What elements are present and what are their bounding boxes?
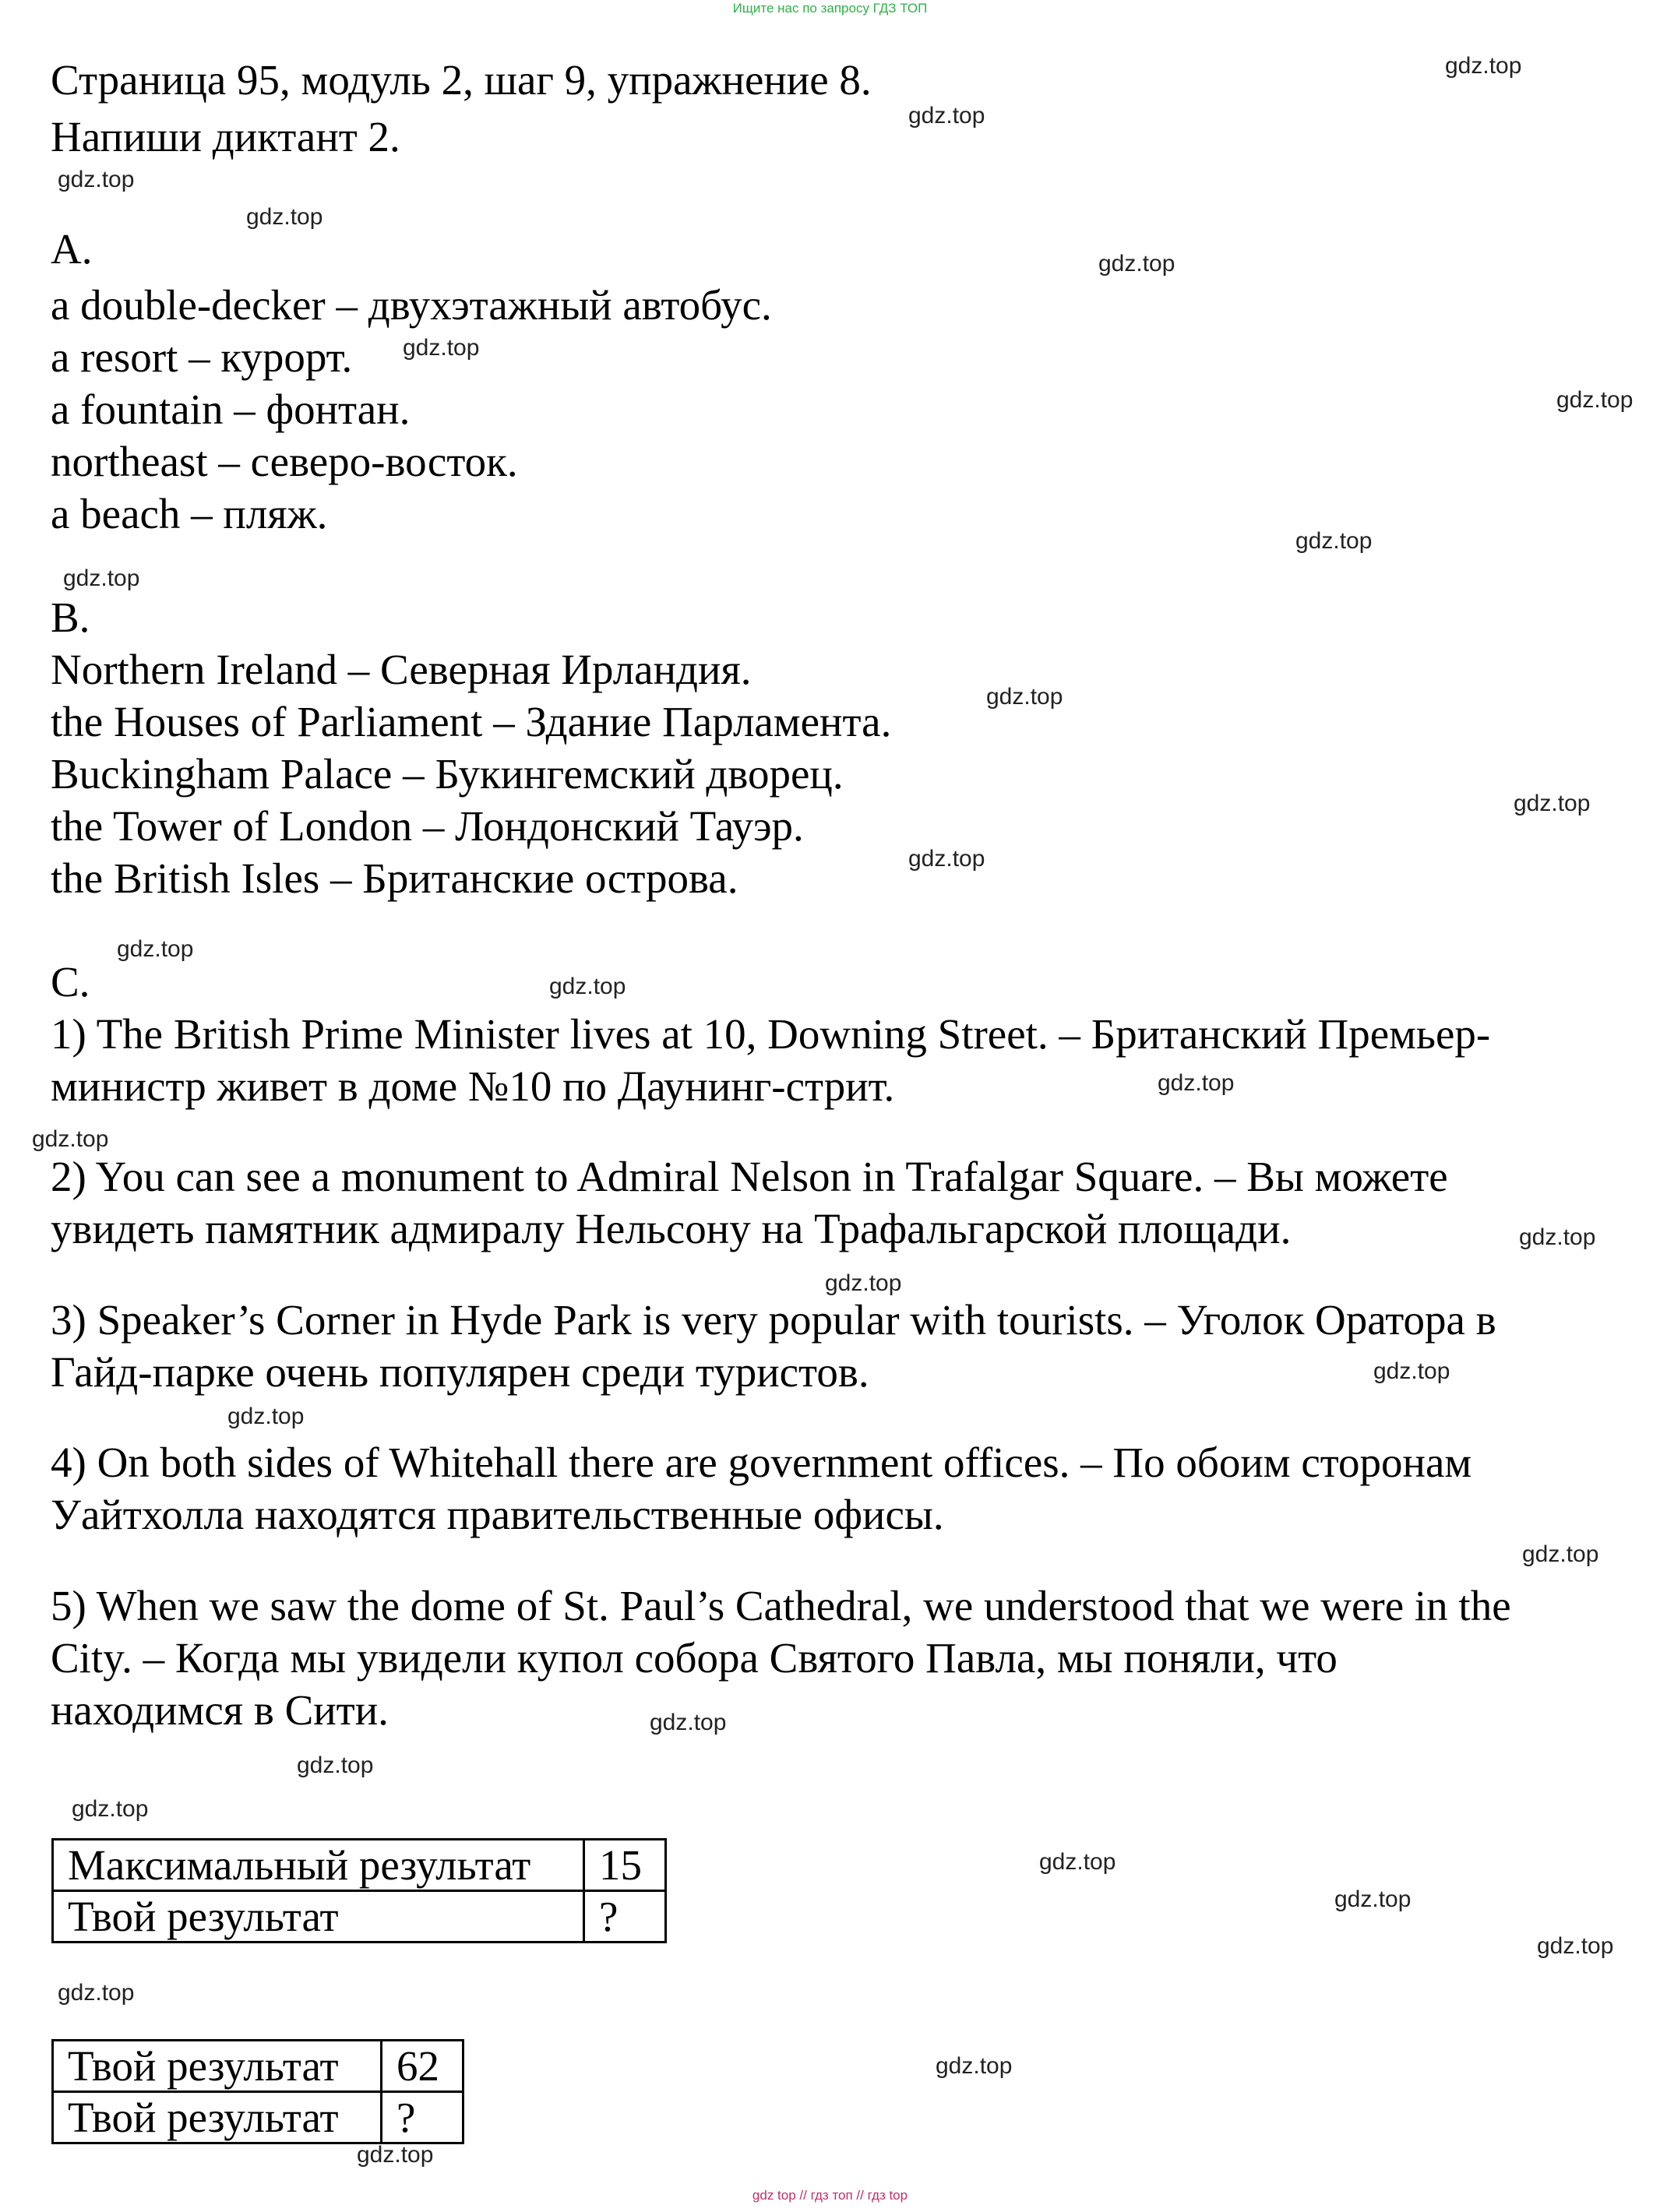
watermark: gdz.top bbox=[986, 684, 1063, 710]
table-row bbox=[53, 2041, 463, 2092]
section-a-item: a beach – пляж. bbox=[51, 490, 328, 537]
watermark: gdz.top bbox=[63, 565, 140, 591]
watermark: gdz.top bbox=[825, 1270, 902, 1296]
watermark: gdz.top bbox=[650, 1710, 727, 1735]
watermark: gdz.top bbox=[32, 1126, 109, 1152]
section-c-heading: C. bbox=[51, 958, 90, 1006]
table-cell-value: ? bbox=[382, 2092, 463, 2143]
sentence-5-line-3: находимся в Сити. bbox=[51, 1686, 389, 1734]
sentence-4-line-2: Уайтхолла находятся правительственные офисы. bbox=[51, 1491, 944, 1538]
task-instruction: Напиши диктант 2. bbox=[51, 113, 400, 160]
table-cell-value: 15 bbox=[584, 1840, 666, 1891]
sentence-2-line-1: 2) You can see a monument to Admiral Nelson in Trafalgar Square. – Вы можете bbox=[51, 1153, 1448, 1200]
table-row bbox=[53, 1891, 666, 1943]
table-cell-label: Максимальный результат bbox=[53, 1840, 584, 1891]
bottom-banner: gdz top // гдз топ // гдз top bbox=[752, 2188, 908, 2203]
section-a-heading: A. bbox=[51, 225, 93, 273]
section-a-item: a resort – курорт. bbox=[51, 333, 353, 381]
table-cell-label: Твой результат bbox=[53, 2041, 382, 2092]
table-cell-value: 62 bbox=[382, 2041, 463, 2092]
watermark: gdz.top bbox=[1098, 251, 1175, 276]
sentence-3-line-2: Гайд-парке очень популярен среди туристов. bbox=[51, 1348, 869, 1396]
watermark: gdz.top bbox=[1522, 1541, 1599, 1567]
watermark: gdz.top bbox=[1295, 528, 1373, 554]
watermark: gdz.top bbox=[117, 936, 194, 962]
section-a-item: a double-decker – двухэтажный автобус. bbox=[51, 281, 772, 329]
watermark: gdz.top bbox=[1519, 1224, 1596, 1250]
watermark: gdz.top bbox=[227, 1404, 305, 1429]
watermark: gdz.top bbox=[1039, 1849, 1116, 1875]
page-title: Страница 95, модуль 2, шаг 9, упражнение 8. bbox=[51, 56, 872, 104]
sentence-5-line-2: City. – Когда мы увидели купол собора Святого Павла, мы поняли, что bbox=[51, 1634, 1338, 1682]
score-table-max bbox=[51, 1838, 667, 1943]
watermark: gdz.top bbox=[908, 103, 985, 129]
watermark: gdz.top bbox=[58, 167, 135, 192]
watermark: gdz.top bbox=[936, 2053, 1013, 2079]
section-b-heading: B. bbox=[51, 594, 90, 641]
watermark: gdz.top bbox=[908, 846, 985, 872]
sentence-4-line-1: 4) On both sides of Whitehall there are government offices. – По обоим сторонам bbox=[51, 1439, 1472, 1486]
watermark: gdz.top bbox=[1556, 387, 1634, 413]
sentence-3-line-1: 3) Speaker’s Corner in Hyde Park is very popular with tourists. – Уголок Оратора в bbox=[51, 1296, 1496, 1344]
section-a-item: a fountain – фонтан. bbox=[51, 386, 411, 433]
top-banner: Ищите нас по запросу ГДЗ ТОП bbox=[732, 1, 928, 16]
score-table-result bbox=[51, 2039, 464, 2144]
table-cell-value: ? bbox=[584, 1891, 666, 1943]
watermark: gdz.top bbox=[357, 2142, 434, 2168]
section-b-item: the Tower of London – Лондонский Тауэр. bbox=[51, 802, 804, 850]
table-cell-label: Твой результат bbox=[53, 1891, 584, 1943]
watermark: gdz.top bbox=[1537, 1933, 1614, 1959]
watermark: gdz.top bbox=[297, 1752, 374, 1778]
watermark: gdz.top bbox=[1445, 53, 1522, 79]
table-row bbox=[53, 1840, 666, 1891]
section-b-item: the Houses of Parliament – Здание Парламента. bbox=[51, 698, 892, 745]
watermark: gdz.top bbox=[1334, 1886, 1412, 1912]
watermark: gdz.top bbox=[58, 1980, 135, 2006]
section-b-item: Northern Ireland – Северная Ирландия. bbox=[51, 646, 752, 693]
sentence-5-line-1: 5) When we saw the dome of St. Paul’s Cathedral, we understood that we were in the bbox=[51, 1582, 1511, 1629]
sentence-1-line-2: министр живет в доме №10 по Даунинг-стрит. bbox=[51, 1062, 895, 1110]
section-b-item: the British Isles – Британские острова. bbox=[51, 854, 738, 902]
table-cell-label: Твой результат bbox=[53, 2092, 382, 2143]
section-b-item: Buckingham Palace – Букингемский дворец. bbox=[51, 750, 844, 798]
watermark: gdz.top bbox=[72, 1796, 149, 1822]
watermark: gdz.top bbox=[549, 974, 626, 999]
sentence-1-line-1: 1) The British Prime Minister lives at 10, Downing Street. – Британский Премьер- bbox=[51, 1010, 1491, 1058]
section-a-item: northeast – северо-восток. bbox=[51, 438, 518, 485]
watermark: gdz.top bbox=[403, 335, 480, 361]
sentence-2-line-2: увидеть памятник адмиралу Нельсону на Трафальгарской площади. bbox=[51, 1205, 1292, 1252]
watermark: gdz.top bbox=[246, 204, 323, 230]
watermark: gdz.top bbox=[1514, 791, 1591, 816]
watermark: gdz.top bbox=[1373, 1358, 1450, 1384]
table-row bbox=[53, 2092, 463, 2143]
watermark: gdz.top bbox=[1158, 1070, 1235, 1096]
